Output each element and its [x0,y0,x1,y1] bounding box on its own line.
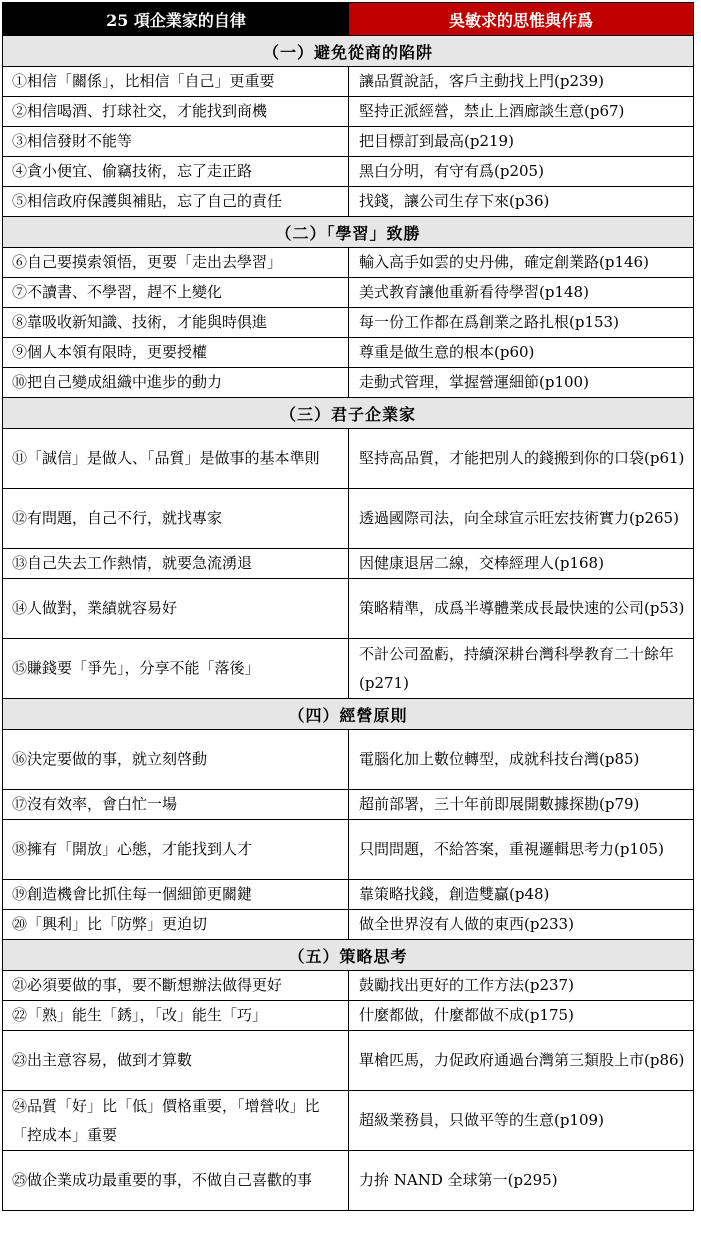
table-row [3,66,693,96]
practice-text: 黑白分明，有守有爲(p205) [359,162,544,180]
discipline-text: ㉓出主意容易，做到才算數 [12,1051,193,1069]
practice-cell [349,489,693,548]
table-row [3,879,693,909]
discipline-cell [3,368,349,397]
discipline-cell [3,338,349,367]
discipline-cell [3,971,349,1000]
table-row [3,909,693,939]
practice-cell [349,1151,693,1210]
discipline-text: ⑧靠吸收新知識、技術，才能與時俱進 [12,313,268,331]
discipline-cell [3,1091,349,1150]
discipline-cell [3,549,349,578]
section-title: （四）經營原則 [3,698,693,729]
table-row [3,126,693,156]
discipline-text: ⑤相信政府保護與補貼，忘了自己的責任 [12,192,283,210]
discipline-text: ⑬自己失去工作熱情，就要急流湧退 [12,554,253,572]
table-row [3,729,693,789]
discipline-text: ㉑必須要做的事，要不斷想辦法做得更好 [12,976,283,994]
table-row [3,186,693,216]
practice-text: 單槍匹馬，力促政府通過台灣第三類股上市(p86) [359,1051,685,1069]
practice-text: 策略精準，成爲半導體業成長最快速的公司(p53) [359,599,685,617]
practice-text: 堅持高品質，才能把別人的錢搬到你的口袋(p61) [359,449,685,467]
practice-text: 每一份工作都在爲創業之路扎根(p153) [359,313,619,331]
practice-cell [349,368,693,397]
section-title: （一）避免從商的陷阱 [3,35,693,66]
practice-text: 透過國際司法，向全球宣示旺宏技術實力(p265) [359,509,679,527]
practice-cell [349,549,693,578]
discipline-text: ㉕做企業成功最重要的事，不做自己喜歡的事 [12,1171,313,1189]
table-row [3,548,693,578]
discipline-text: ㉒「熟」能生「銹」，「改」能生「巧」 [12,1006,268,1024]
discipline-cell [3,278,349,307]
practice-cell [349,880,693,909]
table-row [3,1030,693,1090]
practice-text: 讓品質說話，客戶主動找上門(p239) [359,72,604,90]
discipline-cell [3,730,349,789]
section-title: （五）策略思考 [3,939,693,970]
discipline-text: ⑱擁有「開放」心態，才能找到人才 [12,840,253,858]
discipline-cell [3,127,349,156]
practice-cell [349,730,693,789]
discipline-cell [3,1031,349,1090]
discipline-text: ㉔品質「好」比「低」價格重要，「增營收」比「控成本」重要 [12,1096,320,1144]
practice-cell [349,1031,693,1090]
practice-text: 鼓勵找出更好的工作方法(p237) [359,976,574,994]
practice-cell [349,429,693,488]
discipline-cell [3,790,349,819]
practice-cell [349,157,693,186]
discipline-text: ⑰沒有效率，會白忙一場 [12,795,178,813]
practice-text: 把目標訂到最高(p219) [359,132,514,150]
table-row [3,307,693,337]
practice-cell [349,971,693,1000]
table-row [3,428,693,488]
table-row [3,970,693,1000]
section-title: （二）「學習」致勝 [3,216,693,247]
table-row [3,1150,693,1210]
practice-text: 超前部署，三十年前即展開數據探勘(p79) [359,795,640,813]
practice-cell [349,1091,693,1150]
table-row [3,277,693,307]
discipline-text: ⑲創造機會比抓住每一個細節更關鍵 [12,885,253,903]
header-left: 25 項企業家的自律 [3,3,349,35]
practice-text: 只問問題，不給答案，重視邏輯思考力(p105) [359,840,664,858]
practice-text: 走動式管理，掌握營運細節(p100) [359,373,589,391]
discipline-cell [3,820,349,879]
practice-cell [349,579,693,638]
practice-text: 輸入高手如雲的史丹佛，確定創業路(p146) [359,253,649,271]
practice-cell [349,639,693,698]
practice-cell [349,820,693,879]
practice-cell [349,97,693,126]
discipline-cell [3,187,349,216]
table-body [3,35,693,1210]
discipline-cell [3,67,349,96]
discipline-cell [3,1001,349,1030]
discipline-text: ①相信「關係」，比相信「自己」更重要 [12,72,275,90]
practice-cell [349,278,693,307]
discipline-cell [3,308,349,337]
practice-cell [349,790,693,819]
discipline-text: ⑭人做對，業績就容易好 [12,599,178,617]
header-right: 吳敏求的思惟與作爲 [349,3,693,35]
discipline-text: ⑥自己要摸索領悟，更要「走出去學習」 [12,253,283,271]
discipline-cell [3,910,349,939]
practice-cell [349,338,693,367]
discipline-cell [3,579,349,638]
section-title: （三）君子企業家 [3,397,693,428]
discipline-text: ④貪小便宜、偷竊技術，忘了走正路 [12,162,253,180]
discipline-text: ②相信喝酒、打球社交，才能找到商機 [12,102,268,120]
discipline-text: ⑮賺錢要「爭先」，分享不能「落後」 [12,659,260,677]
practice-cell [349,910,693,939]
discipline-cell [3,97,349,126]
practice-text: 美式教育讓他重新看待學習(p148) [359,283,589,301]
practice-cell [349,248,693,277]
discipline-cell [3,248,349,277]
practice-text: 找錢，讓公司生存下來(p36) [359,192,550,210]
practice-text: 靠策略找錢，創造雙贏(p48) [359,885,550,903]
table-row [3,1000,693,1030]
discipline-cell [3,880,349,909]
practice-cell [349,67,693,96]
practice-text: 尊重是做生意的根本(p60) [359,343,535,361]
discipline-cell [3,1151,349,1210]
practice-text: 做全世界沒有人做的東西(p233) [359,915,574,933]
practice-cell [349,308,693,337]
table-header [3,3,693,35]
practice-cell [349,1001,693,1030]
table-row [3,367,693,397]
discipline-text: ⑪「誠信」是做人、「品質」是做事的基本準則 [12,449,320,467]
discipline-text: ⑯決定要做的事，就立刻啓動 [12,750,208,768]
practice-text: 力拚 NAND 全球第一(p295) [359,1171,558,1189]
discipline-cell [3,639,349,698]
practice-text: 堅持正派經營，禁止上酒廊談生意(p67) [359,102,625,120]
table-row [3,789,693,819]
discipline-text: ⑨個人本領有限時，更要授權 [12,343,208,361]
discipline-text: ⑫有問題，自己不行，就找專家 [12,509,223,527]
practice-text: 電腦化加上數位轉型，成就科技台灣(p85) [359,750,640,768]
discipline-text: ③相信發財不能等 [12,132,133,150]
practice-cell [349,127,693,156]
practice-text: 因健康退居二線，交棒經理人(p168) [359,554,604,572]
table-row [3,578,693,638]
practice-text: 超級業務員，只做平等的生意(p109) [359,1111,604,1129]
practice-text: 不計公司盈虧，持續深耕台灣科學教育二十餘年(p271) [359,644,675,692]
discipline-cell [3,489,349,548]
table-row [3,488,693,548]
discipline-cell [3,157,349,186]
discipline-cell [3,429,349,488]
practice-text: 什麼都做，什麼都做不成(p175) [359,1006,574,1024]
table-row [3,96,693,126]
table-row [3,156,693,186]
practice-cell [349,187,693,216]
discipline-text: ⑦不讀書、不學習，趕不上變化 [12,283,223,301]
table-row [3,337,693,367]
comparison-table [2,2,694,1211]
table-row [3,819,693,879]
discipline-text: ⑩把自己變成組織中進步的動力 [12,373,223,391]
table-row [3,1090,693,1150]
table-row [3,247,693,277]
table-row [3,638,693,698]
discipline-text: ⑳「興利」比「防弊」更迫切 [12,915,208,933]
